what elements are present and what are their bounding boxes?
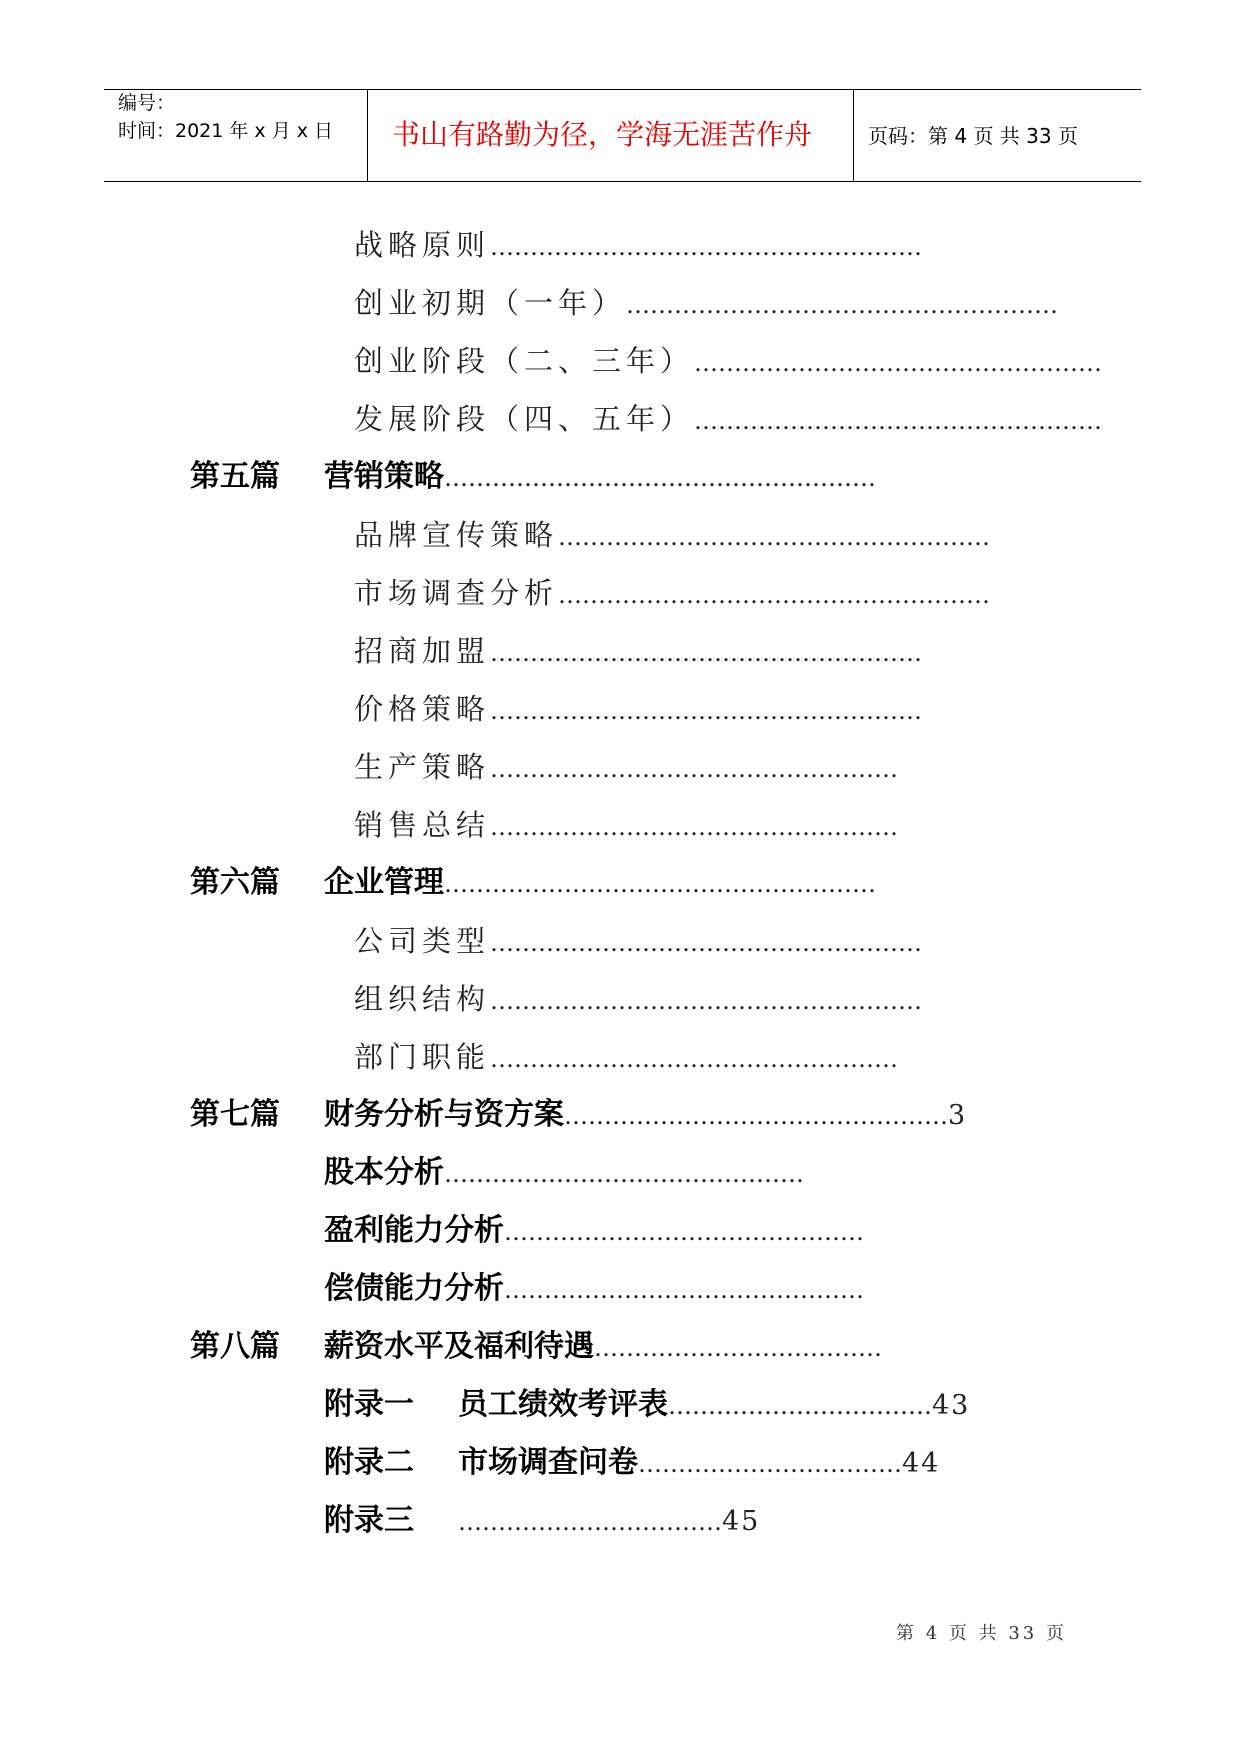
toc-entry-title: 市场调查问卷 xyxy=(458,1445,638,1480)
toc-entry-title: 股本分析 xyxy=(324,1155,444,1190)
toc-entry xyxy=(354,573,990,613)
toc-entry xyxy=(324,1153,804,1193)
toc-leader-dots: ……………………………………………… xyxy=(490,697,923,725)
toc-part-label: 第七篇 xyxy=(190,1097,280,1132)
toc-entry xyxy=(354,689,922,729)
toc-leader-dots: ……………………………………………… xyxy=(558,523,991,551)
document-time-label: 时间：2021 年 x 月 x 日 xyxy=(118,120,334,142)
toc-entry xyxy=(354,747,898,787)
toc-entry xyxy=(354,805,898,845)
toc-entry xyxy=(354,515,990,555)
toc-entry-title: 盈利能力分析 xyxy=(324,1213,504,1248)
toc-part-label: 第六篇 xyxy=(190,865,280,900)
toc-entry-title: 组织结构 xyxy=(354,982,491,1016)
toc-part-label: 第八篇 xyxy=(190,1329,280,1364)
toc-leader-dots: ……………………………………… xyxy=(444,1160,804,1188)
toc-leader-dots: ……………………………………………… xyxy=(444,464,876,492)
toc-leader-dots: ……………………………………………… xyxy=(490,929,923,957)
toc-leader-dots: …………………………………………… xyxy=(694,349,1103,377)
toc-entry-title: 战略原则 xyxy=(354,228,491,262)
toc-leader-dots: …………………………………………… xyxy=(490,813,899,841)
toc-entry-title: 创业初期（一年） xyxy=(354,286,627,320)
toc-leader-dots: ……………………………… xyxy=(594,1334,882,1362)
toc-part-heading xyxy=(190,863,876,903)
toc-leader-dots: ……………………………………………… xyxy=(444,870,876,898)
toc-part-heading xyxy=(190,1095,967,1135)
toc-page-number: 44 xyxy=(902,1448,941,1479)
toc-entry xyxy=(354,1037,898,1077)
toc-leader-dots: …………………………… xyxy=(668,1392,932,1420)
toc-leader-dots: …………………………………………… xyxy=(694,407,1103,435)
toc-entry xyxy=(354,631,922,671)
toc-leader-dots: ……………………………………… xyxy=(504,1276,864,1304)
toc-entry xyxy=(324,1211,864,1251)
toc-leader-dots: ……………………………………………… xyxy=(490,639,923,667)
toc-appendix-entry xyxy=(324,1385,970,1425)
toc-page-number: 45 xyxy=(722,1506,761,1537)
toc-entry xyxy=(354,399,1102,439)
toc-entry xyxy=(324,1269,864,1309)
toc-entry-title: 员工绩效考评表 xyxy=(458,1387,668,1422)
toc-leader-dots: …………………………………………… xyxy=(490,1045,899,1073)
toc-leader-dots: ……………………………………………… xyxy=(626,291,1059,319)
toc-entry-title: 市场调查分析 xyxy=(354,576,559,610)
toc-appendix-entry xyxy=(324,1443,940,1483)
toc-page-number: 3 xyxy=(948,1100,968,1131)
toc-entry-title: 发展阶段（四、五年） xyxy=(354,402,695,436)
toc-appendix-label: 附录一 xyxy=(324,1387,414,1422)
toc-entry xyxy=(354,283,1058,323)
document-number-label: 编号： xyxy=(118,92,176,114)
toc-entry-title: 品牌宣传策略 xyxy=(354,518,559,552)
toc-leader-dots: …………………………… xyxy=(638,1450,902,1478)
header-motto: 书山有路勤为径，学海无涯苦作舟 xyxy=(392,118,813,151)
toc-entry-title: 招商加盟 xyxy=(354,634,491,668)
toc-leader-dots: ……………………………………………… xyxy=(558,581,991,609)
page-footer: 第 4 页 共 33 页 xyxy=(896,1623,1067,1644)
toc-entry-title: 公司类型 xyxy=(354,924,491,958)
toc-part-label: 第五篇 xyxy=(190,459,280,494)
toc-appendix-entry xyxy=(324,1501,760,1541)
toc-entry-title: 财务分析与资方案 xyxy=(324,1097,564,1132)
toc-entry xyxy=(354,979,922,1019)
toc-entry-title: 营销策略 xyxy=(324,459,444,494)
toc-entry-title: 生产策略 xyxy=(354,750,491,784)
toc-entry-title: 偿债能力分析 xyxy=(324,1271,504,1306)
toc-entry-title: 创业阶段（二、三年） xyxy=(354,344,695,378)
toc-entry-title: 价格策略 xyxy=(354,692,491,726)
toc-entry-title: 销售总结 xyxy=(354,808,491,842)
toc-part-heading xyxy=(190,457,876,497)
toc-leader-dots: …………………………………………… xyxy=(490,755,899,783)
toc-entry-title: 薪资水平及福利待遇 xyxy=(324,1329,594,1364)
toc-leader-dots: ……………………………………………… xyxy=(490,233,923,261)
toc-entry xyxy=(354,341,1102,381)
toc-leader-dots: …………………………… xyxy=(458,1508,722,1536)
toc-part-heading xyxy=(190,1327,882,1367)
toc-leader-dots: ……………………………………… xyxy=(504,1218,864,1246)
toc-leader-dots: ……………………………………………… xyxy=(490,987,923,1015)
toc-entry-title: 部门职能 xyxy=(354,1040,491,1074)
toc-appendix-label: 附录三 xyxy=(324,1503,414,1538)
toc-entry xyxy=(354,225,922,265)
toc-appendix-label: 附录二 xyxy=(324,1445,414,1480)
toc-leader-dots: ………………………………………… xyxy=(564,1102,948,1130)
header-page-info: 页码：第 4 页 共 33 页 xyxy=(868,124,1078,148)
toc-entry-title: 企业管理 xyxy=(324,865,444,900)
toc-page-number: 43 xyxy=(932,1390,971,1421)
toc-entry xyxy=(354,921,922,961)
